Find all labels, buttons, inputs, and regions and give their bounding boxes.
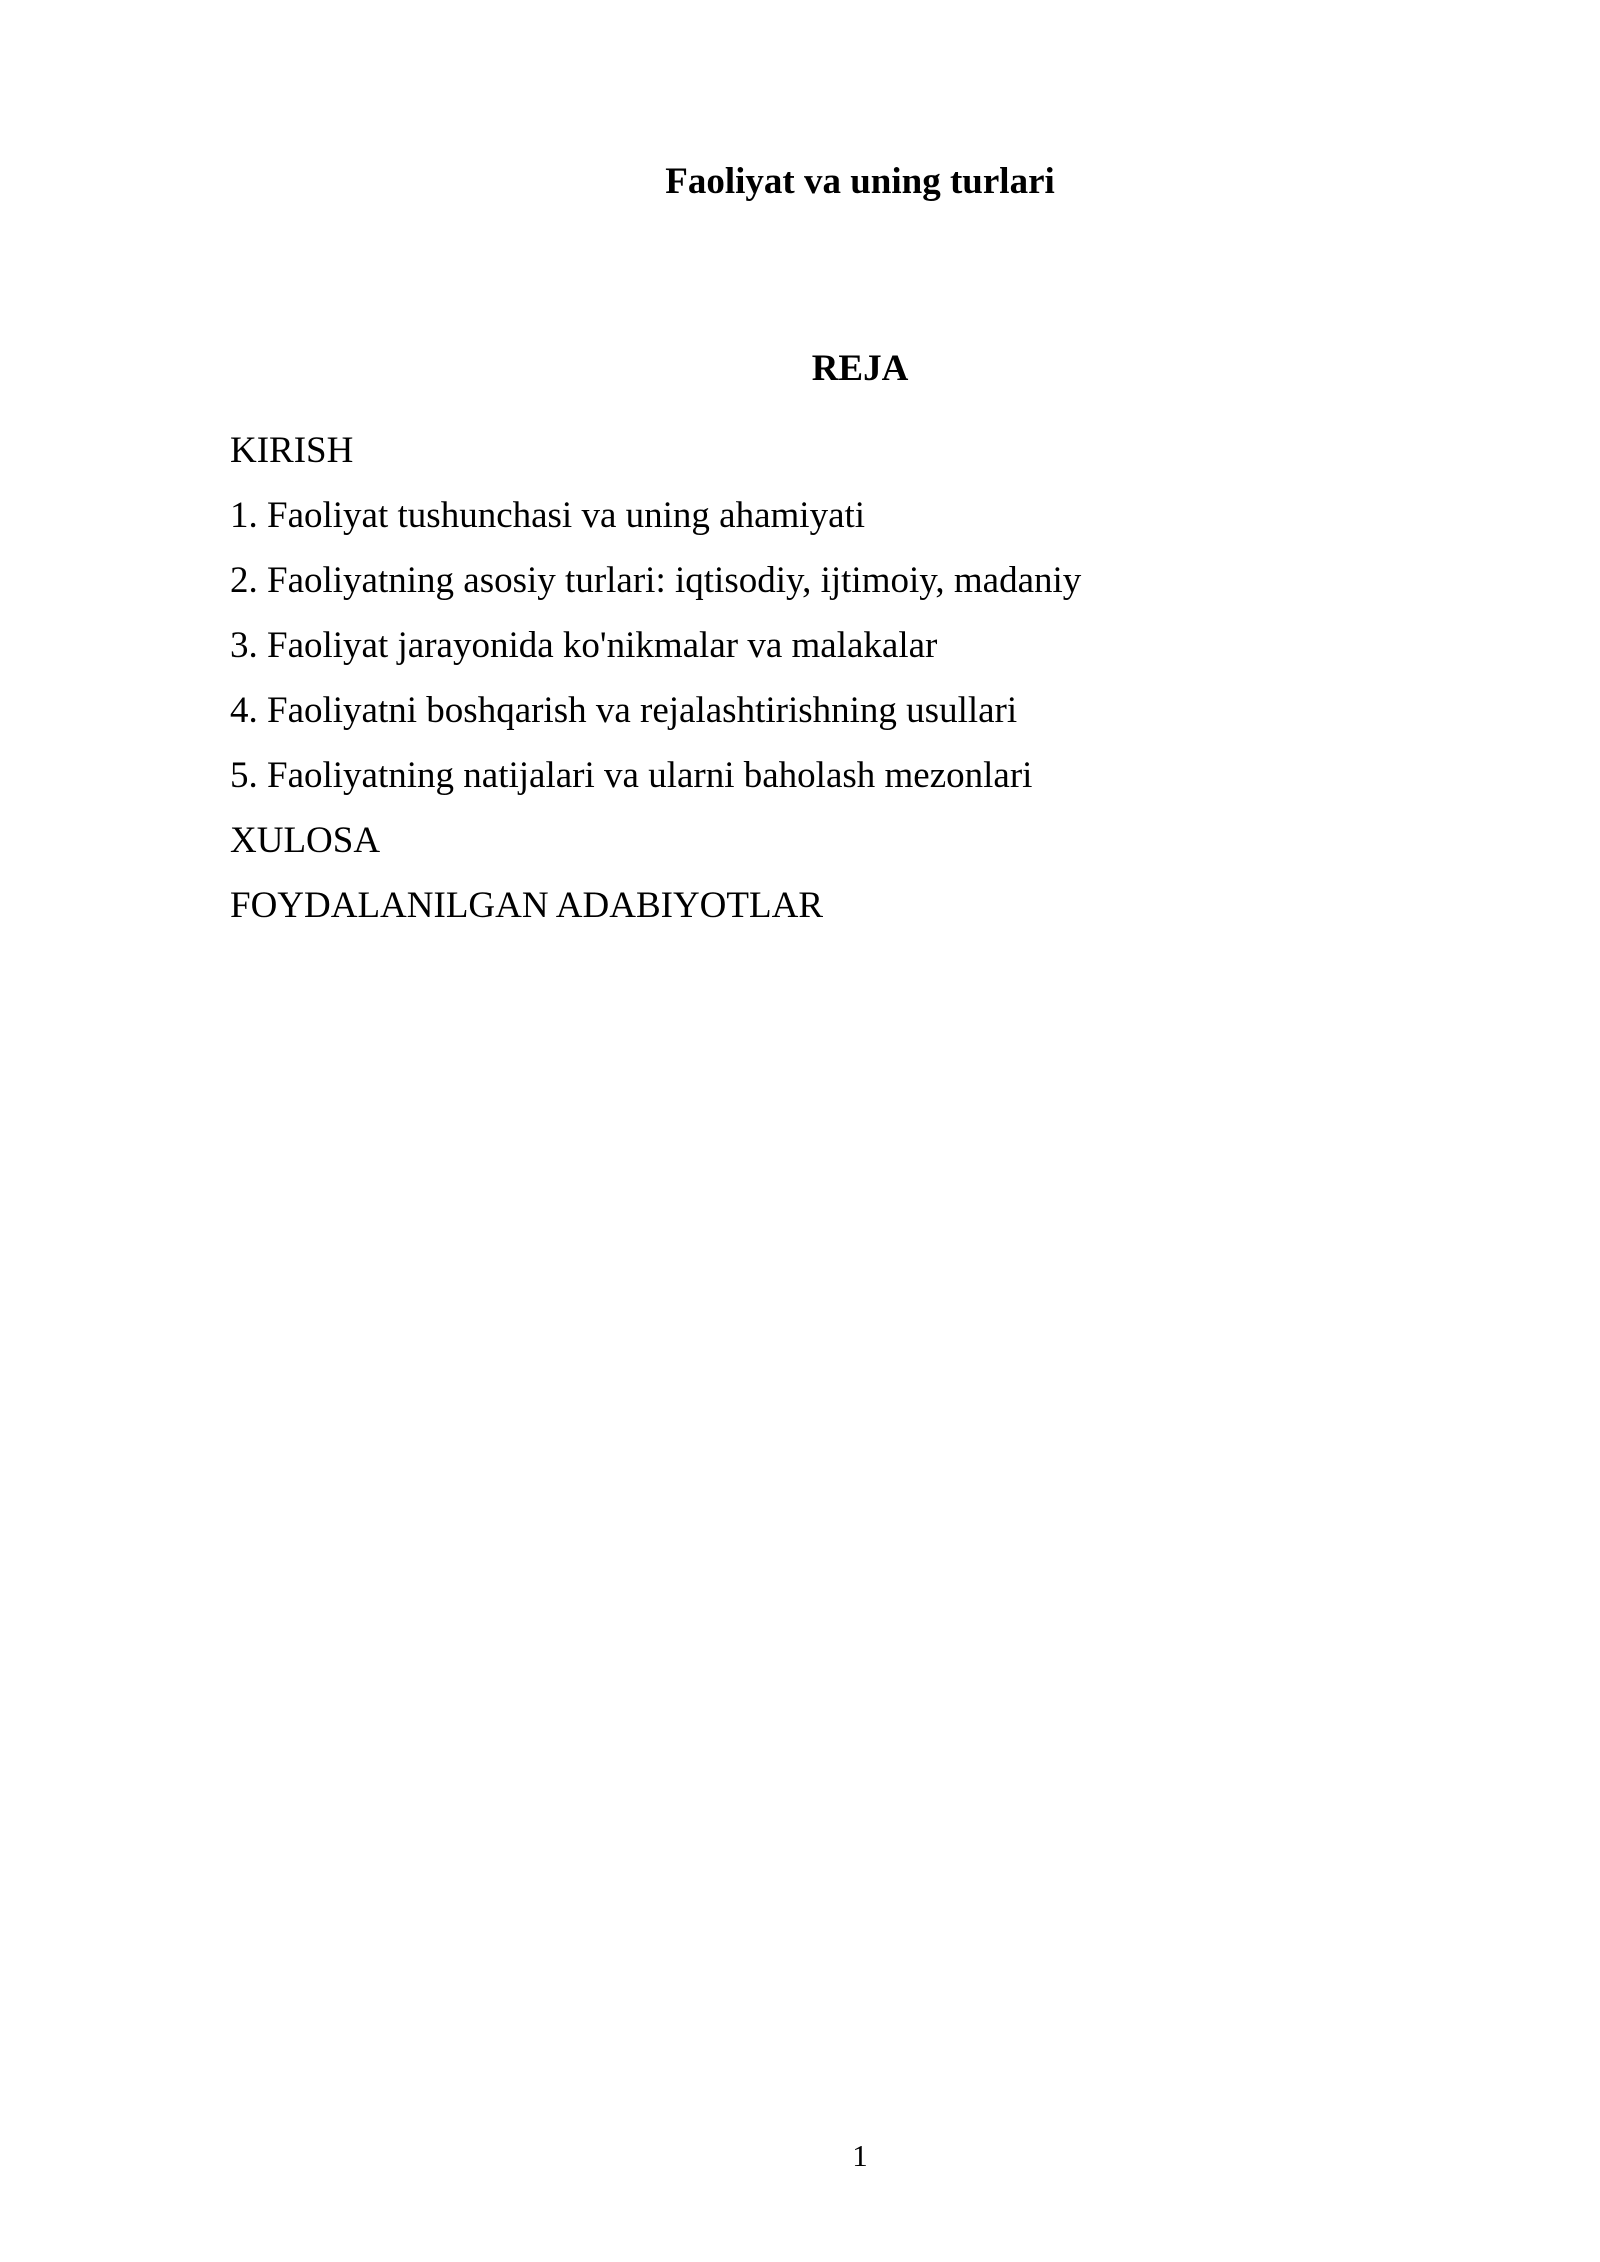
plan-item-4: 4. Faoliyatni boshqarish va rejalashtirishning usullari (230, 690, 1018, 731)
plan-item-introduction: KIRISH (230, 430, 354, 471)
plan-heading: REJA (811, 348, 909, 389)
plan-item-references: FOYDALANILGAN ADABIYOTLAR (230, 885, 823, 926)
plan-item-1: 1. Faoliyat tushunchasi va uning ahamiyati (230, 495, 866, 536)
plan-list (230, 418, 1081, 938)
page-number: 1 (852, 2138, 868, 2173)
plan-item-3: 3. Faoliyat jarayonida ko'nikmalar va malakalar (230, 625, 938, 666)
plan-item-2: 2. Faoliyatning asosiy turlari: iqtisodiy, ijtimoiy, madaniy (230, 560, 1082, 601)
plan-item-5: 5. Faoliyatning natijalari va ularni baholash mezonlari (230, 755, 1033, 796)
plan-item-conclusion: XULOSA (230, 820, 381, 861)
document-title: Faoliyat va uning turlari (665, 161, 1055, 202)
